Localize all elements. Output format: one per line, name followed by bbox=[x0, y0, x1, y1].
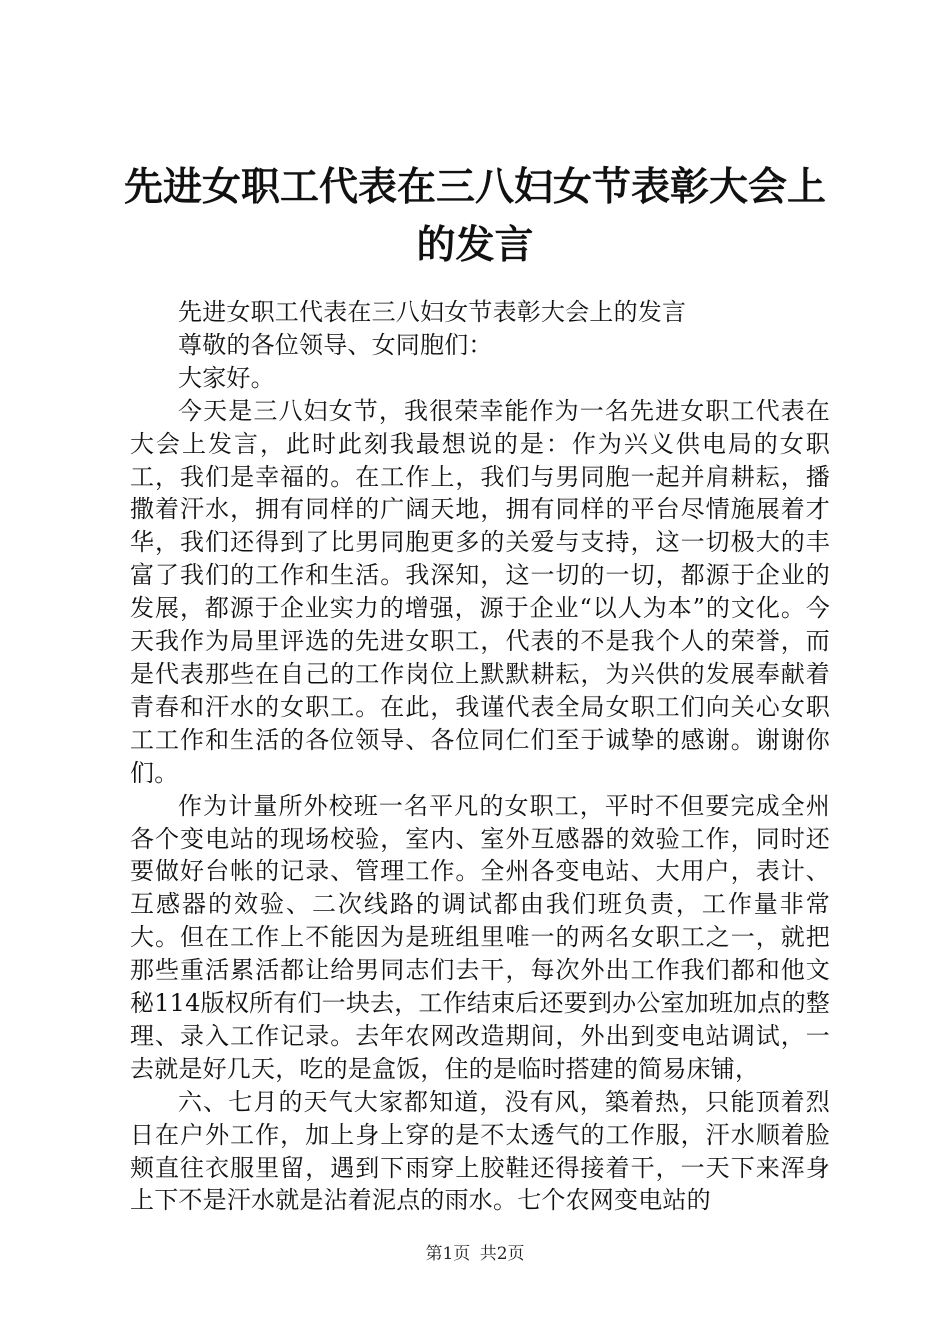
page-footer bbox=[0, 1243, 950, 1265]
document-body bbox=[130, 296, 830, 1217]
body-paragraph: 作为计量所外校班一名平凡的女职工，平时不但要完成全州各个变电站的现场校验，室内、室外互感器的效验工作，同时还要做好台帐的记录、管理工作。全州各变电站、大用户，表计、互感器的效验、二次线路的调试都由我们班负责，工作量非常大。但在工作上不能因为是班组里唯一的两名女职工之一，就把那些重活累活都让给男同志们去干，每次外出工作我们都和他文秘114版权所有们一块去，工作结束后还要到办公室加班加点的整理、录入工作记录。去年农网改造期间，外出到变电站调试，一去就是好几天，吃的是盒饭，住的是临时搭建的简易床铺， bbox=[130, 791, 830, 1083]
body-paragraph: 今天是三八妇女节，我很荣幸能作为一名先进女职工代表在大会上发言，此时此刻我最想说的是：作为兴义供电局的女职工，我们是幸福的。在工作上，我们与男同胞一起并肩耕耘，播撒着汗水，拥有同样的广阔天地，拥有同样的平台尽情施展着才华，我们还得到了比男同胞更多的关爱与支持，这一切极大的丰富了我们的工作和生活。我深知，这一切的一切，都源于企业的发展，都源于企业实力的增强，源于企业“以人为本”的文化。今天我作为局里评选的先进女职工，代表的不是我个人的荣誉，而是代表那些在自己的工作岗位上默默耕耘，为兴供的发展奉献着青春和汗水的女职工。在此，我谨代表全局女职工们向关心女职工工作和生活的各位领导、各位同仁们至于诚挚的感谢。谢谢你们。 bbox=[130, 396, 830, 787]
document-title: 先进女职工代表在三八妇女节表彰大会上的发言 bbox=[123, 164, 826, 268]
page-number: 第1页 bbox=[425, 1244, 471, 1264]
body-paragraph: 六、七月的天气大家都知道，没有风，築着热，只能顶着烈日在户外工作，加上身上穿的是不太透气的工作服，汗水顺着脸颊直往衣服里留，遇到下雨穿上胶鞋还得接着干，一天下来浑身上下不是汗水就是沾着泥点的雨水。七个农网变电站的 bbox=[130, 1087, 830, 1215]
body-paragraph: 尊敬的各位领导、女同胞们： bbox=[178, 330, 493, 359]
body-paragraph: 大家好。 bbox=[178, 363, 275, 392]
page-total: 共2页 bbox=[479, 1244, 525, 1264]
body-paragraph: 先进女职工代表在三八妇女节表彰大会上的发言 bbox=[178, 298, 687, 326]
